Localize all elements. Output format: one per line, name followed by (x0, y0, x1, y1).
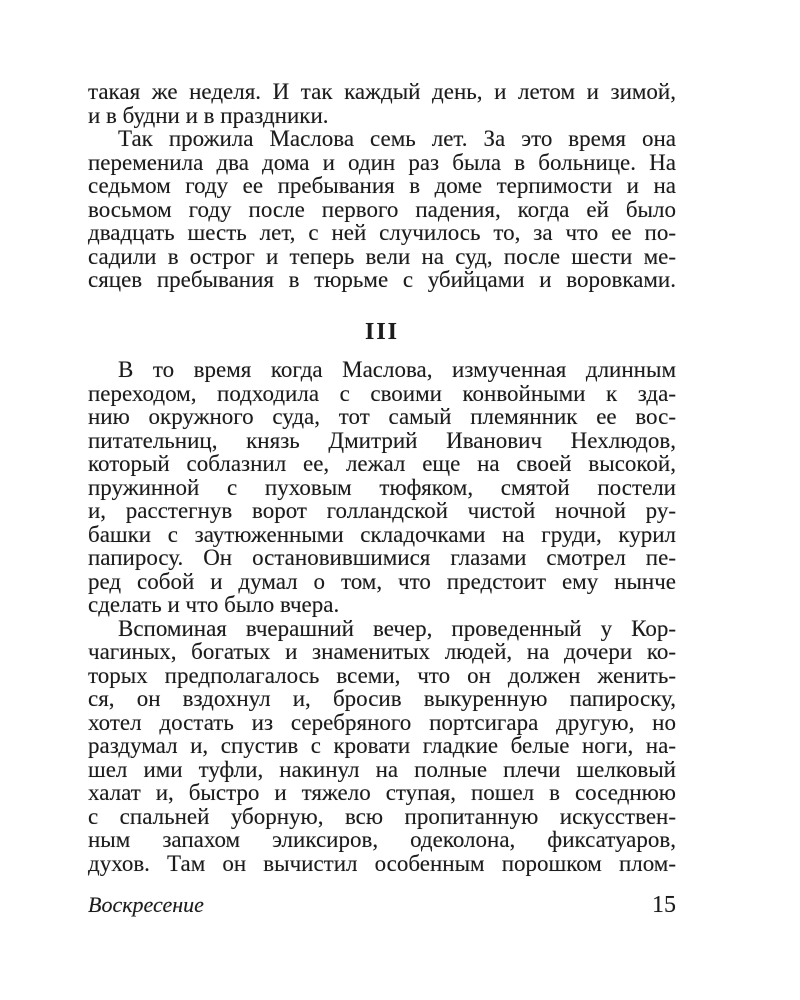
text-line: и в будни и в праздники. (88, 102, 329, 128)
text-line: переходом, подходила с своими конвойными к зда- (88, 380, 676, 406)
text-line: торых предполагалось всеми, что он должен женить- (88, 662, 676, 688)
body-text (88, 80, 676, 875)
text-line: переменила два дома и один раз была в больнице. На (88, 149, 676, 175)
text-line: В то время когда Маслова, измученная длинным (118, 357, 676, 382)
text-line: Вспоминая вчерашний вечер, проведенный у Кор- (118, 615, 676, 641)
chapter-heading: III (364, 318, 400, 345)
page-footer (88, 893, 676, 917)
text-line: ся, он вздохнул и, бросив выкуренную папироску, (88, 686, 676, 711)
text-line: двадцать шесть лет, с ней случилось то, за что ее по- (88, 220, 676, 245)
text-line: башки с заутюженными складочками на груди, курил (88, 521, 676, 547)
text-line: сделать и что было вчера. (88, 592, 340, 617)
text-line: с спальней уборную, всю пропитанную искусствен- (88, 803, 676, 829)
text-line: ред собой и думал о том, что предстоит ему нынче (88, 568, 676, 594)
text-line: духов. Там он вычистил особенным порошком плом- (88, 850, 676, 876)
text-line: раздумал и, спустив с кровати гладкие белые ноги, на- (88, 733, 676, 758)
text-line: Так прожила Маслова семь лет. За это время она (118, 126, 676, 151)
text-line: пружинной с пуховым тюфяком, смятой постели (88, 474, 676, 500)
text-line: папиросу. Он остановившимися глазами смотрел пе- (88, 545, 676, 570)
text-line: шел ими туфли, накинул на полные плечи шелковый (88, 756, 676, 782)
text-line: садили в острог и теперь вели на суд, после шести ме- (88, 243, 676, 269)
text-line: чагиных, богатых и знаменитых людей, на дочери ко- (88, 639, 676, 664)
text-line: такая же неделя. И так каждый день, и летом и зимой, (88, 79, 676, 104)
page-number: 15 (652, 892, 676, 918)
running-title: Воскресение (88, 892, 204, 917)
text-line: сяцев пребывания в тюрьме с убийцами и воровками. (88, 267, 676, 292)
text-line: питательниц, князь Дмитрий Иванович Нехлюдов, (88, 427, 676, 453)
text-line: халат и, быстро и тяжело ступая, пошел в соседнюю (88, 780, 676, 805)
text-line: седьмом году ее пребывания в доме терпимости и на (88, 173, 676, 198)
text-line: хотел достать из серебряного портсигара другую, но (88, 709, 676, 735)
text-line: нию окружного суда, тот самый племянник ее вос- (88, 404, 676, 429)
text-line: который соблазнил ее, лежал еще на своей высокой, (88, 451, 676, 476)
text-line: ным запахом эликсиров, одеколона, фиксатуаров, (88, 827, 676, 852)
text-line: и, расстегнув ворот голландской чистой ночной ру- (88, 498, 676, 523)
text-line: восьмом году после первого падения, когда ей было (88, 196, 676, 222)
